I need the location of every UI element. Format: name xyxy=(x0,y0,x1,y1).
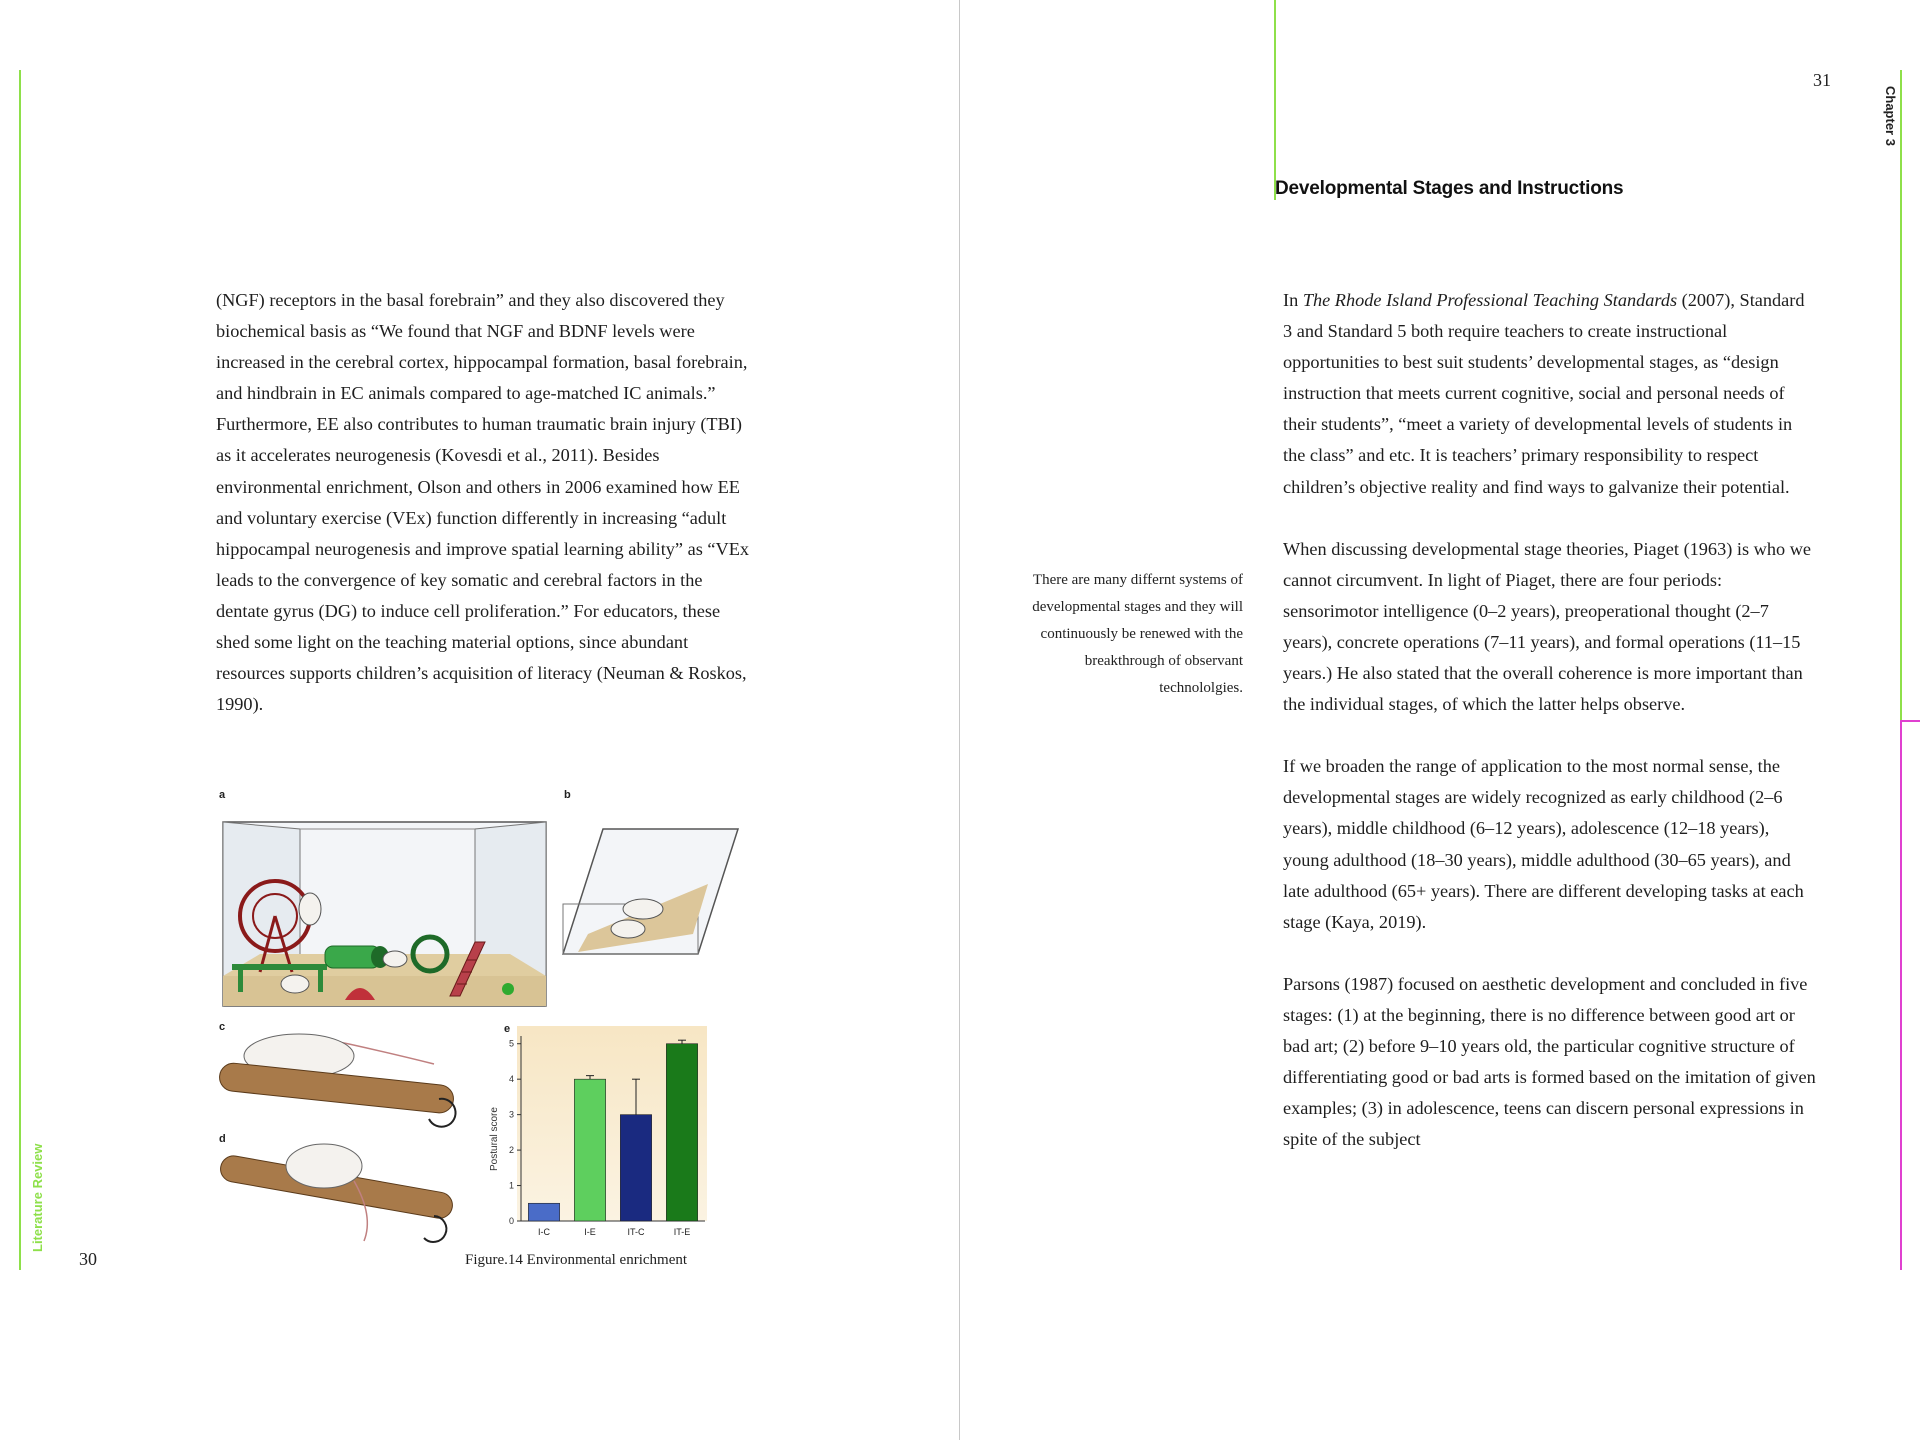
chart-y-tick-label: 0 xyxy=(508,1216,514,1226)
left-paragraph: (NGF) receptors in the basal forebrain” and they also discovered they biochemical basis as “We found that NGF and BDNF levels were increased in the cerebral cortex, hippocampal formation, basal forebrain, and hindbrain in EC animals compared to age-matched IC animals.” Furthermore, EE also contributes to human traumatic brain injury (TBI) as it accelerates neurogenesis (Kovesdi et al., 2011). Besides environmental enrichment, Olson and others in 2006 examined how EE and voluntary exercise (VEx) function differently in increasing “adult hippocampal neurogenesis and improve spatial learning ability” as “VEx leads to the convergence of key somatic and cerebral factors in the dentate gyrus (DG) to induce cell proliferation.” For educators, these shed some light on the teaching material options, since abundant resources supports children’s acquisition of literacy (Neuman & Roskos, 1990). xyxy=(216,290,750,715)
chapter-side-label: Chapter 3 xyxy=(1883,86,1898,146)
paragraph-1-cited-title: The Rhode Island Professional Teaching Standards xyxy=(1302,290,1678,310)
chart-y-axis-label: Postural score xyxy=(489,1107,500,1171)
chart-y-tick-label: 4 xyxy=(508,1074,514,1085)
heading-accent-rule xyxy=(1274,0,1276,200)
chart-y-tick-label: 1 xyxy=(508,1180,514,1191)
figure-panel-d-rotarod-clinging xyxy=(214,1136,464,1251)
right-margin-tick xyxy=(1900,720,1920,722)
figure-panel-e-bar-chart xyxy=(485,1026,710,1246)
chart-y-tick-label: 5 xyxy=(508,1038,514,1049)
chart-y-tick-label: 3 xyxy=(508,1109,514,1120)
page-number-left: 30 xyxy=(79,1249,97,1269)
right-paragraph-2: When discussing developmental stage theories, Piaget (1963) is who we cannot circumvent. In light of Piaget, there are four periods: sensorimotor intelligence (0–2 years), preoperational thought (2–7 years), concrete operations (7–11 years), and formal operations (11–15 years.) He also stated that the overall coherence is more important than the individual stages, of which the latter helps observe. xyxy=(1283,538,1812,715)
paragraph-1-text: (2007), Standard 3 and Standard 5 both require teachers to create instructional opportunities to best suit students’ developmental stages, as “design instruction that meets current cognitive, social and personal needs of their students”, “meet a variety of developmental levels of students in the class” and etc. It is teachers’ primary responsibility to respect children’s objective reality and find ways to galvanize their potential. xyxy=(1283,290,1805,497)
left-margin-rule xyxy=(19,70,21,1270)
left-body-text xyxy=(216,285,756,720)
page-number-right: 31 xyxy=(1813,70,1831,90)
chart-x-tick-label: I-C xyxy=(538,1227,550,1237)
chart-bar-i-e xyxy=(574,1079,605,1221)
section-side-label: Literature Review xyxy=(30,1143,45,1252)
figure-caption: Figure.14 Environmental enrichment xyxy=(465,1252,688,1268)
chart-bar-it-e xyxy=(666,1044,697,1221)
figure-panel-label-d: d xyxy=(219,1133,226,1145)
figure-panel-label-b: b xyxy=(564,789,571,801)
figure-panel-label-c: c xyxy=(219,1021,226,1033)
paragraph-1-prefix: In xyxy=(1283,290,1303,310)
figure-panel-b-isolated-cage xyxy=(558,824,743,974)
right-body-text xyxy=(1283,285,1818,1155)
figure-panel-label-a: a xyxy=(219,789,226,801)
chart-x-tick-label: IT-E xyxy=(673,1227,691,1237)
right-paragraph-4: Parsons (1987) focused on aesthetic development and concluded in five stages: (1) at the beginning, there is no difference between good art or bad art; (2) before 9–10 years old, the particular cognitive structure of differentiating good or bad arts is formed based on the imitation of given examples; (3) in adolescence, teens can discern personal expressions in spite of the subject xyxy=(1283,973,1816,1150)
right-margin-rule-magenta xyxy=(1900,720,1902,1270)
figure-environmental-enrichment xyxy=(210,786,750,1256)
right-margin-rule-green xyxy=(1900,70,1902,720)
chart-y-tick-label: 2 xyxy=(508,1145,514,1156)
right-paragraph-3: If we broaden the range of application to the most normal sense, the developmental stages are widely recognized as early childhood (2–6 years), middle childhood (6–12 years), adolescence (12–18 years), young adulthood (18–30 years), middle adulthood (30–65 years), and late adulthood (65+ years). There are different developing tasks at each stage (Kaya, 2019). xyxy=(1283,756,1804,932)
right-paragraph-1 xyxy=(1283,285,1818,503)
figure-panel-label-e: e xyxy=(504,1023,511,1035)
chart-bar-i-c xyxy=(528,1203,559,1221)
figure-panel-c-rotarod xyxy=(214,1024,464,1134)
chart-x-tick-label: I-E xyxy=(584,1227,596,1237)
chart-bar-it-c xyxy=(620,1115,651,1221)
pull-quote: There are many differnt systems of developmental stages and they will continuously be renewed with the breakthrough of observant technololgies. xyxy=(1032,572,1243,696)
page-spine xyxy=(959,0,960,1440)
section-heading: Developmental Stages and Instructions xyxy=(1275,178,1624,199)
chart-x-tick-label: IT-C xyxy=(627,1227,645,1237)
figure-panel-a-enriched-cage xyxy=(220,804,550,1014)
